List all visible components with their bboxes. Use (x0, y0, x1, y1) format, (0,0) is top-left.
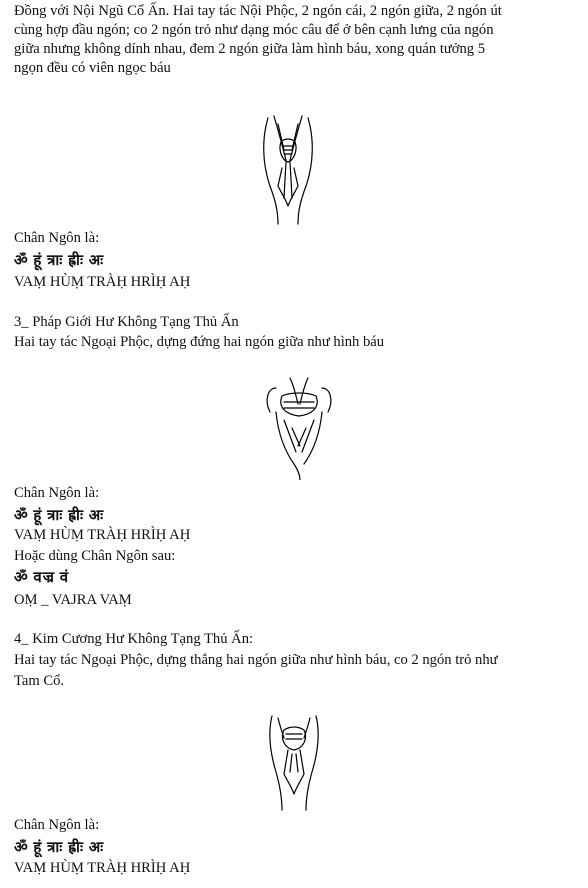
mantra-romanized-3: VAṂ HÙṂ TRÀḤ HRÌḤ AḤ (14, 860, 191, 876)
mantra-romanized-2: VAṂ HÙṂ TRÀḤ HRÌḤ AḤ (14, 527, 191, 543)
siddham-script-3: ॐ हूं त्राः ह्रीः अः (14, 840, 105, 856)
section4-desc-line-2: Tam Cổ. (14, 673, 65, 689)
siddham-script-1: ॐ हूं त्राः ह्रीः अः (14, 253, 105, 269)
mudra-hands-icon (254, 372, 344, 480)
mantra-romanized-1: VAṂ HÙṂ TRÀḤ HRÌḤ AḤ (14, 274, 191, 290)
section3-title: 3_ Pháp Giới Hư Không Tạng Thủ Ấn (14, 314, 239, 330)
mudra-illustration-2 (254, 372, 344, 480)
siddham-script-2: ॐ हूं त्राः ह्रीः अः (14, 508, 105, 524)
alt-siddham-script: ॐ वज्र वं (14, 570, 70, 586)
intro-line-2: cùng hợp đầu ngón; co 2 ngón trỏ như dạng móc câu để ở bên cạnh lưng của ngón (14, 22, 494, 38)
mudra-illustration-3 (262, 712, 326, 812)
mudra-hands-icon (262, 712, 326, 812)
mantra-label-3: Chân Ngôn là: (14, 817, 100, 833)
alt-mantra-label: Hoặc dùng Chân Ngôn sau: (14, 548, 176, 564)
mudra-illustration-1 (248, 108, 328, 226)
alt-mantra-romanized: OṂ _ VAJRA VAṂ (14, 592, 132, 608)
mantra-label-2: Chân Ngôn là: (14, 485, 100, 501)
section4-desc-line-1: Hai tay tác Ngoại Phộc, dựng thẳng hai ngón giữa như hình báu, co 2 ngón trỏ như (14, 652, 498, 668)
intro-line-3: giữa nhưng không dính nhau, đem 2 ngón giữa làm hình báu, xong quán tưởng 5 (14, 41, 486, 57)
intro-line-4: ngọn đều có viên ngọc báu (14, 60, 171, 76)
mudra-hands-icon (248, 108, 328, 226)
section3-desc: Hai tay tác Ngoại Phộc, dựng đứng hai ngón giữa như hình báu (14, 334, 385, 350)
section4-title: 4_ Kim Cương Hư Không Tạng Thủ Ấn: (14, 631, 254, 647)
intro-line-1: Đồng với Nội Ngũ Cổ Ấn. Hai tay tác Nội Phộc, 2 ngón cái, 2 ngón giữa, 2 ngón út (14, 3, 502, 19)
mantra-label-1: Chân Ngôn là: (14, 230, 100, 246)
